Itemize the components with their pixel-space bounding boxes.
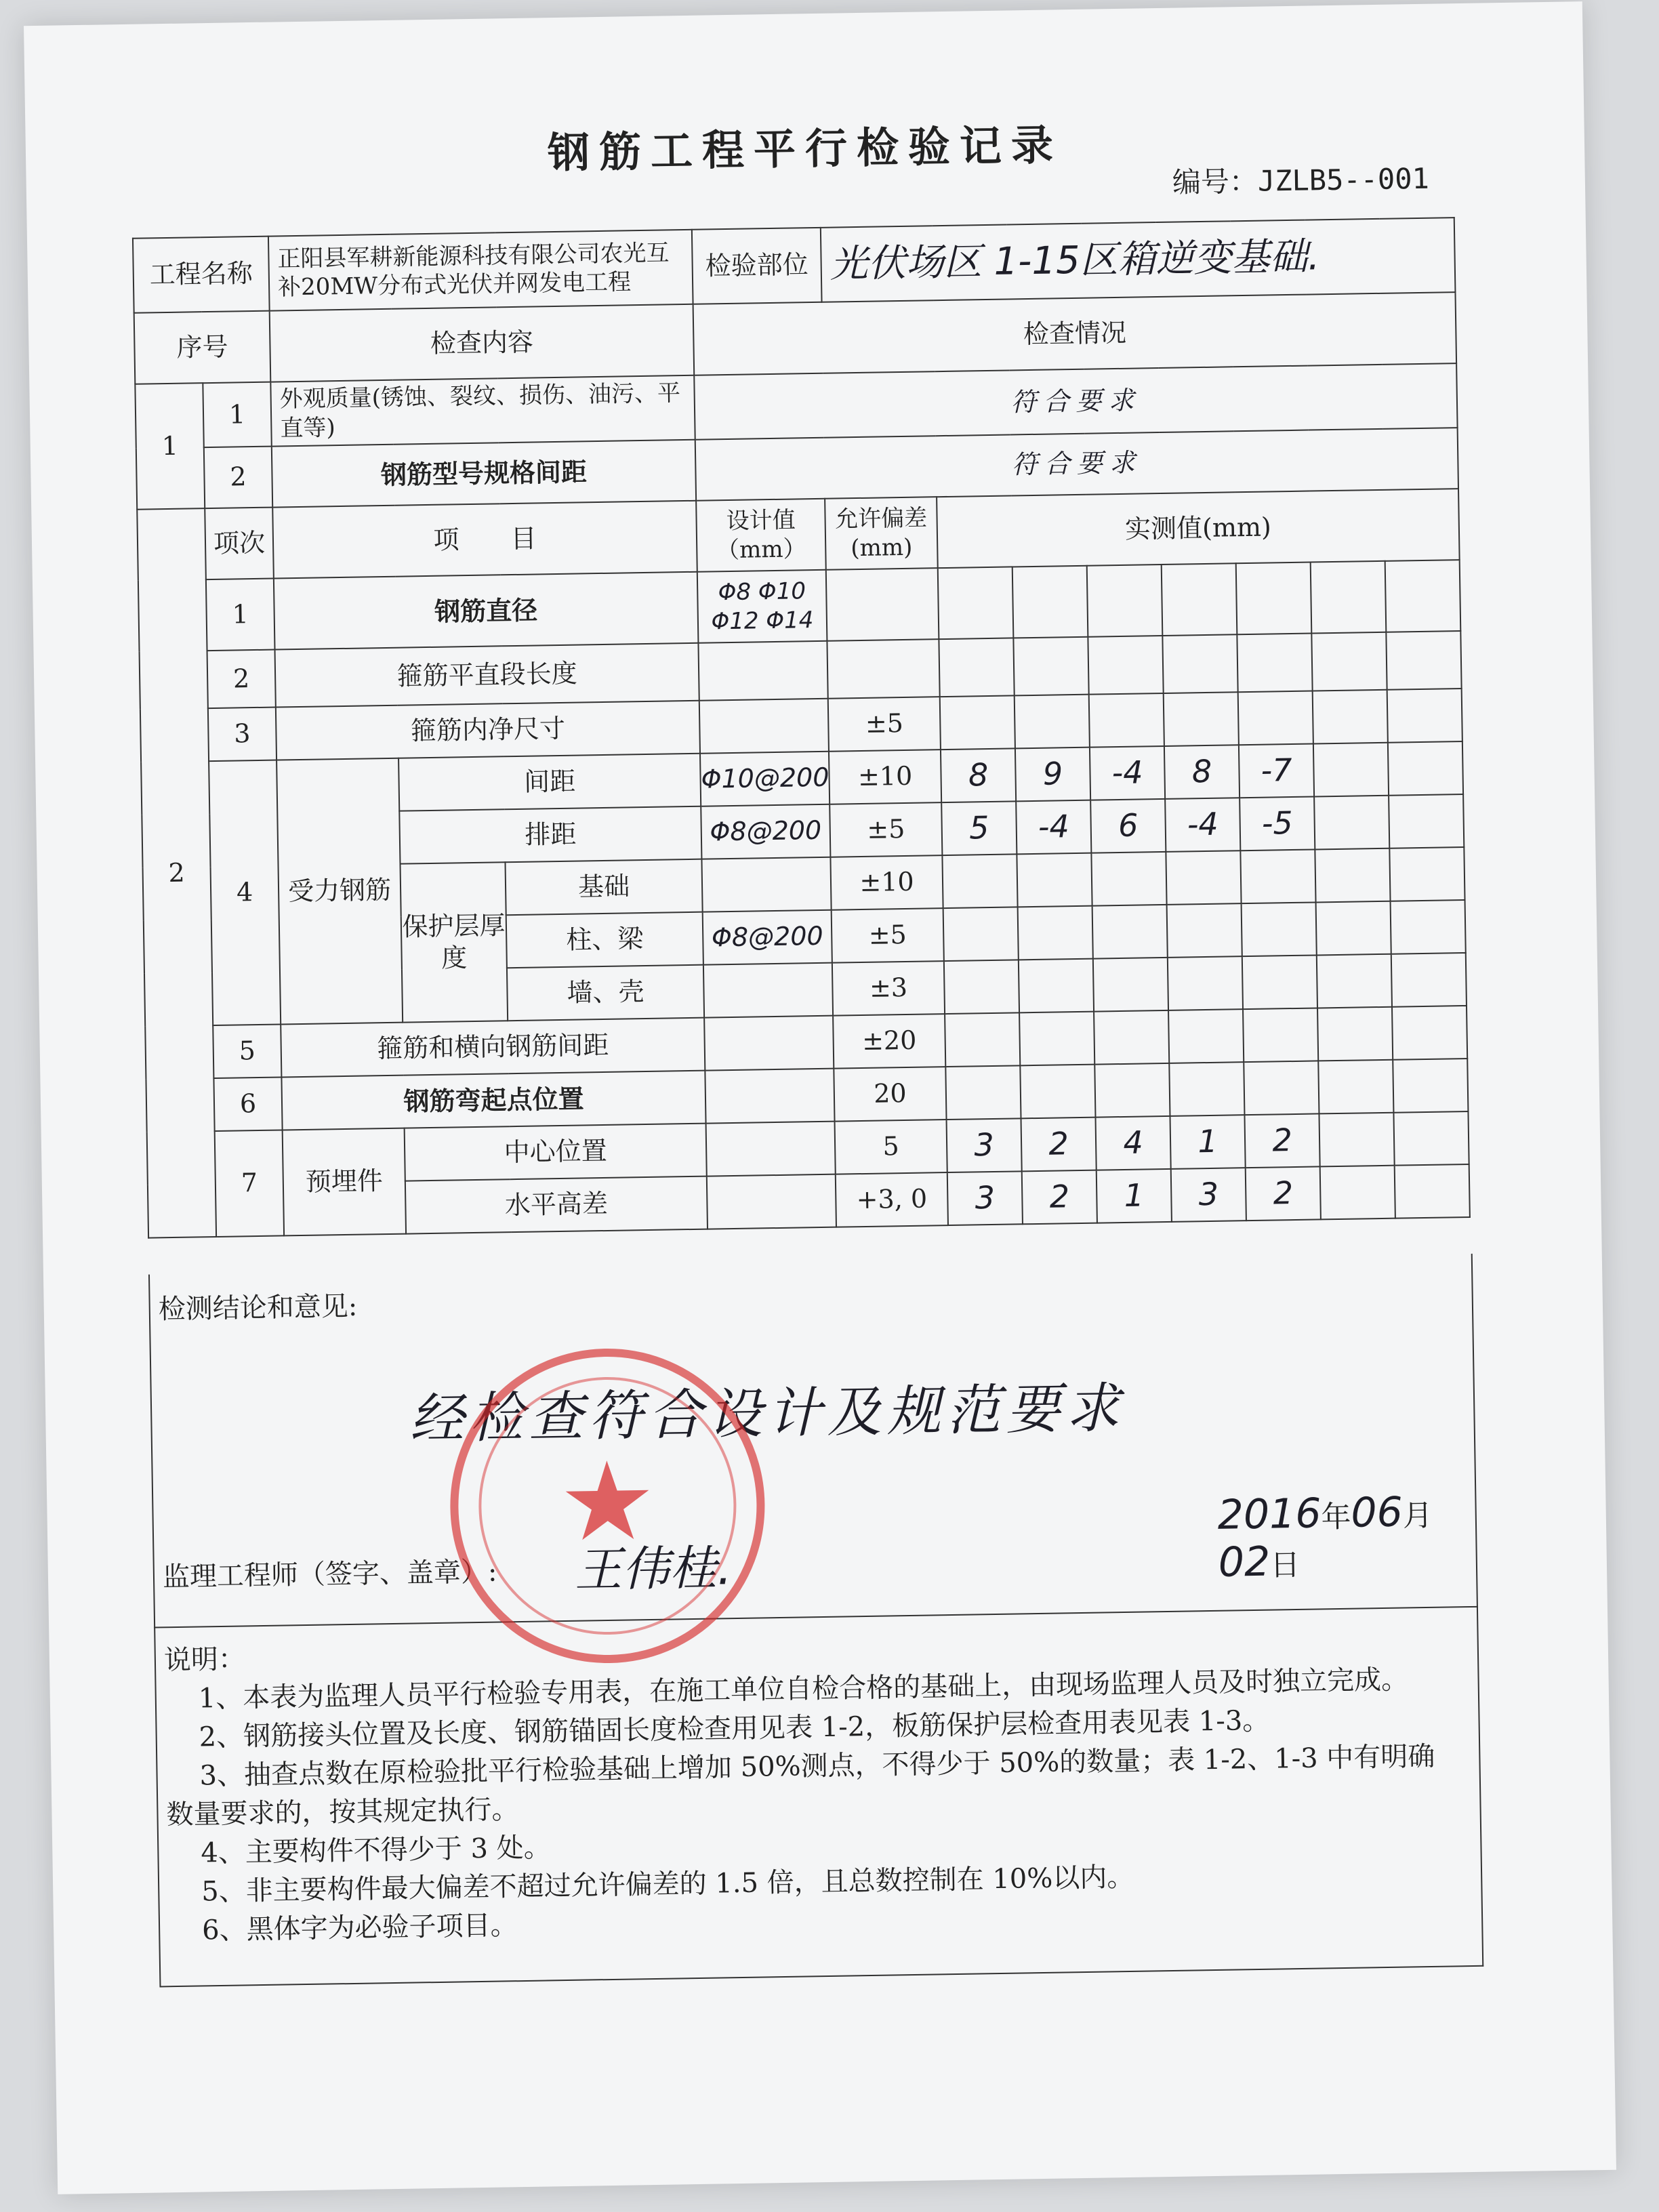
r7-center-m2: 2 xyxy=(1021,1118,1097,1172)
seq-header: 序号 xyxy=(134,311,271,384)
note-6: 6、黑体字为必验子项目。 xyxy=(201,1910,518,1946)
r7-level-m2: 2 xyxy=(1022,1170,1097,1225)
form-title: 钢筋工程平行检验记录 xyxy=(547,120,1063,178)
form-code-label: 编号： xyxy=(1172,164,1258,199)
r4-column-m5 xyxy=(1242,902,1317,956)
r4-column-m2 xyxy=(1018,906,1093,960)
r6-m6 xyxy=(1318,1060,1393,1114)
r6-num: 6 xyxy=(213,1077,282,1131)
r7-center-m3: 4 xyxy=(1096,1116,1171,1170)
r7-center-design xyxy=(706,1122,836,1176)
r3-label: 箍筋内净尺寸 xyxy=(276,701,700,760)
project-label: 工程名称 xyxy=(133,237,270,313)
r7-level-tol: +3, 0 xyxy=(836,1172,948,1227)
note-3a: 3、抽查点数在原检验批平行检验基础上增加 50%测点，不得少于 50%的数量；表 1-2、1-3 中有明确 xyxy=(199,1740,1435,1792)
r2-m7 xyxy=(1386,631,1461,690)
r2-m5 xyxy=(1237,634,1312,693)
date-month-suffix: 月 xyxy=(1402,1498,1433,1534)
r4-num: 4 xyxy=(209,760,281,1026)
r4-wall-label: 墙、壳 xyxy=(507,965,704,1021)
note-1: 1、本表为监理人员平行检验专用表，在施工单位自检合格的基础上，由现场监理人员及时独立完成。 xyxy=(198,1664,1409,1715)
content-header: 检查内容 xyxy=(270,304,695,382)
r5-m7 xyxy=(1392,1006,1467,1060)
r4-rowspacing-m5: -5 xyxy=(1240,796,1315,851)
sign-date xyxy=(1217,1488,1476,1586)
r7-level-design xyxy=(707,1174,836,1229)
r5-m3 xyxy=(1094,1010,1169,1065)
seal-star-icon: ★ xyxy=(558,1437,657,1566)
r4-spacing-tol: ±10 xyxy=(829,750,941,804)
tolerance-header: 允许偏差(mm) xyxy=(825,497,938,570)
r4-column-m7 xyxy=(1391,900,1466,954)
r4-column-m3 xyxy=(1092,905,1168,959)
r2-num: 2 xyxy=(207,650,276,709)
r1-m4 xyxy=(1162,563,1237,636)
date-year: 2016 xyxy=(1217,1490,1322,1539)
r2-design xyxy=(698,641,827,701)
r4-column-m4 xyxy=(1167,903,1242,958)
r4-spacing-m5: -7 xyxy=(1239,744,1314,798)
section1-num: 1 xyxy=(135,383,205,510)
r4-spacing-m2: 9 xyxy=(1015,747,1090,802)
r3-m6 xyxy=(1313,690,1388,744)
r3-m7 xyxy=(1387,689,1462,743)
engineer-signature: 王伟桂. xyxy=(574,1540,733,1598)
r4-column-m6 xyxy=(1316,901,1391,956)
section2-num: 2 xyxy=(137,508,216,1237)
r4-foundation-m7 xyxy=(1389,847,1465,901)
r7-level-m7 xyxy=(1395,1164,1470,1218)
r4-column-label: 柱、梁 xyxy=(506,912,703,968)
engineer-sign-label: 监理工程师（签字、盖章）: xyxy=(162,1556,497,1593)
item-no-header: 项次 xyxy=(205,508,274,580)
conclusion-text: 经检查符合设计及规范要求 xyxy=(409,1376,1126,1451)
r4-wall-m1 xyxy=(944,960,1019,1014)
measured-header: 实测值(mm) xyxy=(937,489,1460,568)
r4-foundation-tol: ±10 xyxy=(830,855,943,910)
r3-m2 xyxy=(1015,695,1090,749)
r7-center-m1: 3 xyxy=(947,1118,1022,1172)
r5-label: 箍筋和横向钢筋间距 xyxy=(281,1018,705,1078)
r1-label: 钢筋直径 xyxy=(274,572,699,650)
location-label: 检验部位 xyxy=(692,228,822,304)
r6-m4 xyxy=(1169,1062,1244,1116)
inspection-form-sheet xyxy=(24,1,1616,2194)
r4-spacing-m7 xyxy=(1388,741,1463,796)
r4-wall-design xyxy=(703,963,833,1018)
notes-heading: 说明： xyxy=(163,1643,246,1677)
r1-m7 xyxy=(1385,560,1461,632)
r4-rowspacing-tol: ±5 xyxy=(830,802,942,857)
r1-m2 xyxy=(1012,566,1088,638)
inspection-table xyxy=(132,217,1471,1238)
r2-m1 xyxy=(939,638,1014,697)
r7-level-m4: 3 xyxy=(1171,1168,1246,1222)
r6-design xyxy=(705,1069,834,1124)
note-3b: 数量要求的，按其规定执行。 xyxy=(166,1794,519,1831)
r4-spacing-m6 xyxy=(1313,743,1389,797)
r5-m1 xyxy=(945,1012,1020,1067)
conclusion-section xyxy=(148,1254,1478,1629)
r4-rowspacing-m7 xyxy=(1389,794,1464,848)
r4-rowspacing-m2: -4 xyxy=(1016,800,1091,855)
r4-rowspacing-m4: -4 xyxy=(1165,798,1240,852)
date-month: 06 xyxy=(1350,1488,1404,1537)
r4-foundation-m1 xyxy=(942,854,1017,908)
r3-m3 xyxy=(1089,693,1164,747)
r2-m6 xyxy=(1311,632,1387,691)
r4-rowspacing-m1: 5 xyxy=(941,801,1017,855)
r7-group: 预埋件 xyxy=(283,1128,406,1236)
r3-m4 xyxy=(1164,692,1239,746)
r3-m5 xyxy=(1238,691,1313,745)
r4-foundation-m4 xyxy=(1166,851,1241,905)
r4-spacing-m3: -4 xyxy=(1090,746,1165,800)
r7-level-m1: 3 xyxy=(947,1171,1023,1225)
item-header: 项 目 xyxy=(272,501,697,579)
design-header: 设计值（mm） xyxy=(696,499,826,572)
r4-wall-tol: ±3 xyxy=(832,961,945,1016)
s1-item2-label: 钢筋型号规格间距 xyxy=(272,440,696,508)
r4-wall-m5 xyxy=(1242,955,1317,1009)
s1-item2-num: 2 xyxy=(204,447,272,509)
r4-wall-m4 xyxy=(1168,956,1243,1010)
note-5: 5、非主要构件最大偏差不超过允许偏差的 1.5 倍，且总数控制在 10%以内。 xyxy=(201,1861,1134,1908)
r7-center-m4: 1 xyxy=(1170,1115,1246,1169)
conclusion-label: 检测结论和意见: xyxy=(158,1290,358,1326)
r4-wall-m2 xyxy=(1019,959,1094,1013)
r1-num: 1 xyxy=(206,579,275,651)
r6-m7 xyxy=(1393,1059,1468,1113)
r3-tol: ±5 xyxy=(828,697,941,752)
date-year-suffix: 年 xyxy=(1321,1499,1351,1535)
r7-num: 7 xyxy=(215,1130,284,1237)
r4-group: 受力钢筋 xyxy=(276,758,403,1025)
s1-item1-num: 1 xyxy=(203,382,271,448)
r7-level-label: 水平高差 xyxy=(405,1176,708,1234)
project-name: 正阳县军耕新能源科技有限公司农光互补20MW分布式光伏并网发电工程 xyxy=(268,230,693,311)
note-2: 2、钢筋接头位置及长度、钢筋锚固长度检查用见表 1-2，板筋保护层检查用表见表 1-3。 xyxy=(199,1704,1270,1753)
r4-foundation-m3 xyxy=(1091,852,1166,906)
r7-center-label: 中心位置 xyxy=(405,1124,707,1181)
r5-m6 xyxy=(1317,1007,1393,1061)
r5-m5 xyxy=(1243,1008,1318,1062)
r4-spacing-label: 间距 xyxy=(398,754,701,811)
r5-m2 xyxy=(1019,1012,1094,1066)
r7-center-m6 xyxy=(1319,1113,1395,1167)
r5-design xyxy=(704,1016,834,1071)
r4-spacing-m1: 8 xyxy=(941,748,1016,802)
r4-foundation-m2 xyxy=(1017,853,1092,907)
r4-rowspacing-label: 排距 xyxy=(399,806,701,864)
r2-m3 xyxy=(1088,636,1163,695)
r5-num: 5 xyxy=(213,1024,281,1078)
r4-foundation-design xyxy=(701,857,831,912)
r1-m1 xyxy=(938,567,1014,639)
r7-level-m6 xyxy=(1320,1166,1395,1220)
r6-m2 xyxy=(1020,1065,1095,1119)
r4-foundation-label: 基础 xyxy=(505,859,702,916)
r4-spacing-m4: 8 xyxy=(1164,745,1240,799)
s1-item1-label: 外观质量(锈蚀、裂纹、损伤、油污、平直等) xyxy=(270,375,695,447)
r4-spacing-design: Φ10@200 xyxy=(700,752,830,806)
r7-center-m7 xyxy=(1393,1111,1469,1166)
r1-m6 xyxy=(1311,561,1387,634)
r4-rowspacing-m6 xyxy=(1314,796,1389,850)
r6-m5 xyxy=(1244,1061,1319,1115)
r5-tol: ±20 xyxy=(833,1014,945,1069)
r1-m5 xyxy=(1236,562,1312,635)
r4-foundation-m5 xyxy=(1240,849,1315,903)
date-day-suffix: 日 xyxy=(1269,1547,1300,1583)
note-4: 4、主要构件不得少于 3 处。 xyxy=(201,1832,552,1869)
r4-foundation-m6 xyxy=(1315,848,1390,903)
r6-m3 xyxy=(1094,1063,1170,1118)
r1-m3 xyxy=(1087,565,1163,637)
r7-center-m5: 2 xyxy=(1245,1113,1320,1168)
r4-wall-m6 xyxy=(1317,954,1392,1008)
r4-cover-group: 保护层厚度 xyxy=(401,862,508,1022)
form-code xyxy=(1172,157,1429,201)
r6-label: 钢筋弯起点位置 xyxy=(281,1071,705,1130)
s1-item2-result: 符合要求 xyxy=(695,428,1458,501)
r2-label: 箍筋平直段长度 xyxy=(275,643,699,708)
r6-tol: 20 xyxy=(834,1067,946,1122)
r7-center-tol: 5 xyxy=(835,1120,947,1174)
r2-tol xyxy=(827,639,939,699)
r6-m1 xyxy=(945,1065,1021,1120)
situation-header: 检查情况 xyxy=(693,292,1457,375)
r5-m4 xyxy=(1168,1009,1244,1063)
r2-m4 xyxy=(1162,634,1237,693)
r1-design: Φ8 Φ10 Φ12 Φ14 xyxy=(697,570,827,643)
r1-tol xyxy=(826,568,939,641)
date-day: 02 xyxy=(1218,1538,1271,1586)
notes-section xyxy=(154,1606,1483,1988)
r4-wall-m7 xyxy=(1391,953,1467,1007)
r3-m1 xyxy=(940,695,1015,750)
r7-level-m3: 1 xyxy=(1097,1169,1172,1223)
r4-column-m1 xyxy=(943,907,1019,961)
r3-design xyxy=(699,699,829,754)
r2-m2 xyxy=(1013,637,1088,696)
s1-item1-result: 符合要求 xyxy=(694,363,1457,440)
location-value: 光伏场区 1-15区箱逆变基础. xyxy=(821,218,1456,302)
form-code-value: JZLB5--001 xyxy=(1257,161,1430,198)
r4-rowspacing-design: Φ8@200 xyxy=(701,804,830,859)
r4-wall-m3 xyxy=(1093,958,1168,1012)
r4-rowspacing-m3: 6 xyxy=(1090,799,1166,853)
r7-level-m5: 2 xyxy=(1246,1166,1321,1221)
r4-column-tol: ±5 xyxy=(832,908,944,963)
r4-column-design: Φ8@200 xyxy=(703,910,832,965)
r3-num: 3 xyxy=(208,708,276,762)
